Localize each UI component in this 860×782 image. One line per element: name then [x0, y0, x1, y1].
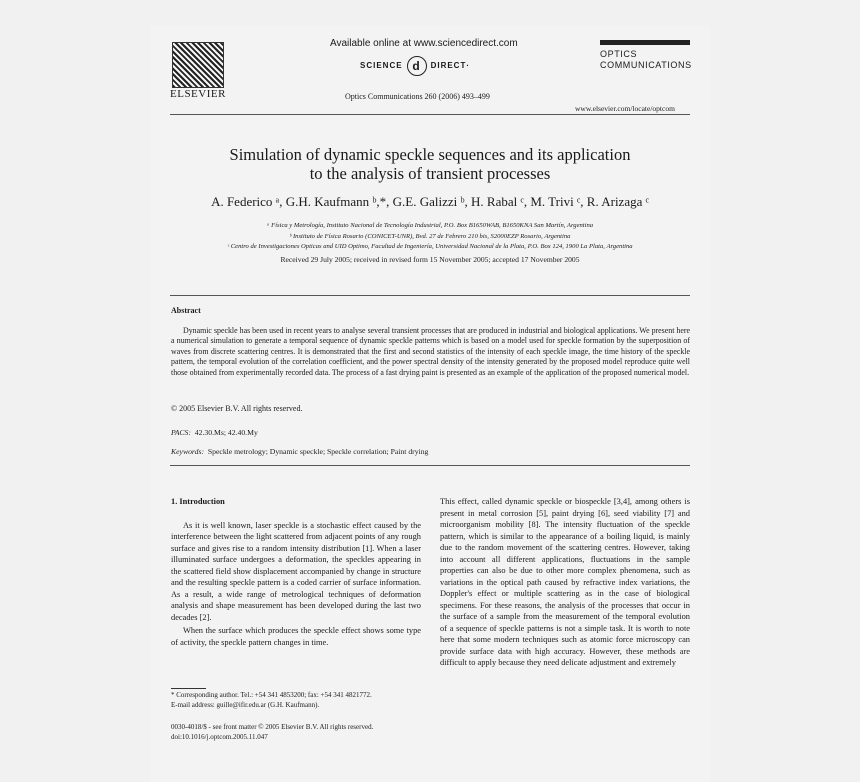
affiliation-c: ᶜ Centro de Investigaciones Opticas and UID Optimo, Facultad de Ingeniería, Universidad Nacional de la Plata, P.O. Box 124, 1900 La Plata, Argentina	[227, 243, 633, 250]
footnote-corresponding: * Corresponding author. Tel.: +54 341 4853200; fax: +54 341 4821772.	[171, 691, 372, 699]
pacs-label: PACS:	[171, 428, 191, 437]
issn-line: 0030-4018/$ - see front matter © 2005 Elsevier B.V. All rights reserved.	[171, 723, 374, 731]
paper-title	[170, 145, 690, 183]
availability-line: Available online at www.sciencedirect.com	[330, 38, 518, 49]
intro-paragraph-2: When the surface which produces the speckle effect shows some type of activity, the speckle pattern changes in time.	[171, 626, 421, 647]
header-rule	[170, 114, 690, 115]
sd-at-icon: d	[407, 56, 427, 76]
pacs-line	[171, 428, 258, 437]
intro-paragraph-1: As it is well known, laser speckle is a stochastic effect caused by the interference between the light scattered from adjacent points of any rough surface and gives rise to a random intensity distribution [1]. When a laser illuminated surface undergoes a deformation, the speckles appearing in the scattered field show displacement accompanied by change in structure and the resulting speckle pattern is a coded carrier of surface information. As a result, a wide range of metrological techniques of deformation analysis and shape measurement has been developed during the last two decades [2].	[171, 520, 421, 622]
affiliation-a: ᵃ Física y Metrología, Instituto Nacional de Tecnología Industrial, P.O. Box B1650WAB, B1650KNA San Martín, Argentina	[266, 222, 594, 229]
abstract-top-rule	[170, 295, 690, 296]
journal-logo-bar	[600, 40, 690, 45]
elsevier-logo	[170, 42, 224, 102]
doi-line[interactable]: doi:10.1016/j.optcom.2005.11.047	[171, 733, 268, 741]
journal-logo	[600, 40, 690, 71]
author-list: A. Federico ᵃ, G.H. Kaufmann ᵇ,*, G.E. Galizzi ᵇ, H. Rabal ᶜ, M. Trivi ᶜ, R. Arizaga ᶜ	[211, 194, 649, 209]
sd-right: DIRECT·	[430, 61, 471, 71]
keywords-bottom-rule	[170, 465, 690, 466]
affiliation-b: ᵇ Instituto de Física Rosario (CONICET-UNR), Bvd. 27 de Febrero 210 bis, S2000EZP Rosario, Argentina	[289, 232, 571, 240]
journal-url[interactable]: www.elsevier.com/locate/optcom	[575, 104, 675, 113]
footnote-email[interactable]: E-mail address: guille@ifir.edu.ar (G.H. Kaufmann).	[171, 701, 320, 709]
copyright-line: © 2005 Elsevier B.V. All rights reserved.	[171, 404, 303, 413]
abstract-heading: Abstract	[171, 306, 201, 315]
left-column	[171, 496, 421, 650]
elsevier-tree-icon	[172, 42, 224, 88]
journal-name-line2: COMMUNICATIONS	[600, 60, 692, 70]
keywords-line	[171, 447, 428, 456]
pacs-codes: 42.30.Ms; 42.40.My	[194, 428, 258, 437]
sd-left: SCIENCE	[360, 61, 403, 71]
keywords-label: Keywords:	[171, 447, 205, 456]
abstract-body	[171, 326, 690, 378]
journal-reference: Optics Communications 260 (2006) 493–499	[345, 92, 490, 101]
publisher-name: ELSEVIER	[170, 88, 226, 100]
abstract-text: Dynamic speckle has been used in recent years to analyse several transient processes that are produced in industrial and biological applications. We present here a numerical simulation to generate a temporal sequence of dynamic speckle patterns which is based on a model used for speckle formation by the superposition of waves from discrete scattering centres. It is demonstrated that the first and second statistics of the intensity of each speckle image, the time history of the speckle pattern, the temporal evolution of the correlation coefficient, and the power spectral density of the intensity generated by the proposed model reproduce quite well those obtained from experimentally recorded data. The process of a fast drying paint is presented as an example of the application of the proposed numerical model.	[171, 326, 690, 377]
title-line2: to the analysis of transient processes	[309, 164, 551, 183]
keywords-list: Speckle metrology; Dynamic speckle; Speckle correlation; Paint drying	[207, 447, 429, 456]
section-heading: 1. Introduction	[171, 497, 225, 506]
affiliations	[170, 221, 690, 253]
journal-name-line1: OPTICS	[600, 49, 638, 59]
footnote	[171, 690, 431, 710]
footnote-rule	[171, 688, 206, 689]
front-matter	[171, 722, 431, 742]
intro-paragraph-3: This effect, called dynamic speckle or biospeckle [3,4], among others is present in metal corrosion [5], paint drying [6], seed viability [7] and microorganism mobility [8]. The intensity fluctuation of the speckle pattern, which is similar to the appearance of a boiling liquid, is mainly due to the random movement of the scattering centres. However, taking into account all different applications, fluctuations in the sample properties can also be due to other more complex phenomena, such as variations in the optical path caused by refractive index variations, the Doppler's effect or multiple scattering as in the case of biological specimens. For these reasons, the analysis of the processes that occur in the surface of a sample from the measurement of the temporal evolution of a sequence of speckle patterns is not a simple task. It is worth to note here that some modern techniques such as atomic force microscopy can provide surface data with high accuracy. However, these methods are difficult to apply because they need delicate adjustment and extremely	[440, 497, 690, 667]
received-dates: Received 29 July 2005; received in revised form 15 November 2005; accepted 17 November 2005	[280, 255, 580, 264]
sciencedirect-logo	[360, 56, 470, 76]
right-column	[440, 496, 690, 669]
title-line1: Simulation of dynamic speckle sequences and its application	[229, 145, 631, 164]
